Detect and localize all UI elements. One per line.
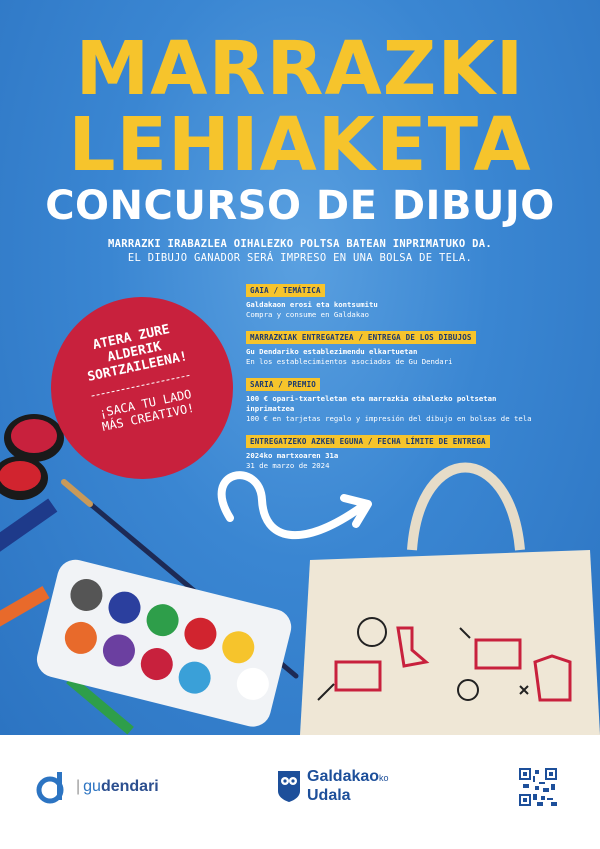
info-spanish: Compra y consume en Galdakao [246, 310, 370, 319]
galdakao-wordmark: Galdakaoko Udala [307, 768, 389, 804]
info-tag: ENTREGATZEKO AZKEN EGUNA / FECHA LÍMITE DE ENTREGA [246, 435, 490, 448]
info-basque: Galdakaon erosi eta kontsumitu [246, 300, 378, 309]
info-block-theme [246, 278, 546, 320]
info-basque: 2024ko martxoaren 31a [246, 451, 339, 460]
info-spanish: En los establecimientos asociados de Gu Dendari [246, 357, 453, 366]
qr-code-icon[interactable] [519, 768, 557, 806]
info-tag: GAIA / TEMÁTICA [246, 284, 325, 297]
info-tag: MARRAZKIAK ENTREGATZEA / ENTREGA DE LOS DIBUJOS [246, 331, 476, 344]
info-spanish: 100 € en tarjetas regalo y impresión del dibujo en bolsas de tela [246, 414, 532, 423]
galdakao-logo [276, 768, 389, 804]
info-tag: SARIA / PREMIO [246, 378, 320, 391]
info-block-deadline [246, 429, 546, 471]
subtitle-basque: MARRAZKI IRABAZLEA OIHALEZKO POLTSA BATEAN INPRIMATUKO DA. [107, 238, 493, 250]
badge-text-spanish: ¡SACA TU LADO MÁS CREATIVO! [97, 387, 196, 434]
title-line-2: LEHIAKETA [68, 102, 532, 188]
info-block-delivery [246, 325, 546, 367]
title-spanish: CONCURSO DE DIBUJO [45, 183, 555, 229]
owl-crest-icon [276, 769, 302, 803]
info-block-prize [246, 372, 546, 424]
info-basque: Gu Dendariko establezimendu elkartuetan [246, 347, 418, 356]
info-panel [246, 278, 546, 476]
title-line-1: MARRAZKI [75, 26, 525, 112]
gudendari-logo [36, 770, 159, 804]
info-basque: 100 € opari-txarteletan eta marrazkia oihalezko poltsetan inprimatzea [246, 394, 497, 413]
gudendari-wordmark: | gudendari [76, 778, 159, 795]
badge-text-basque: ATERA ZURE ALDERIK SORTZAILEENA! [86, 322, 189, 385]
subtitle-spanish: EL DIBUJO GANADOR SERÁ IMPRESO EN UNA BOLSA DE TELA. [127, 252, 473, 264]
gudendari-icon [36, 770, 70, 804]
info-spanish: 31 de marzo de 2024 [246, 461, 330, 470]
